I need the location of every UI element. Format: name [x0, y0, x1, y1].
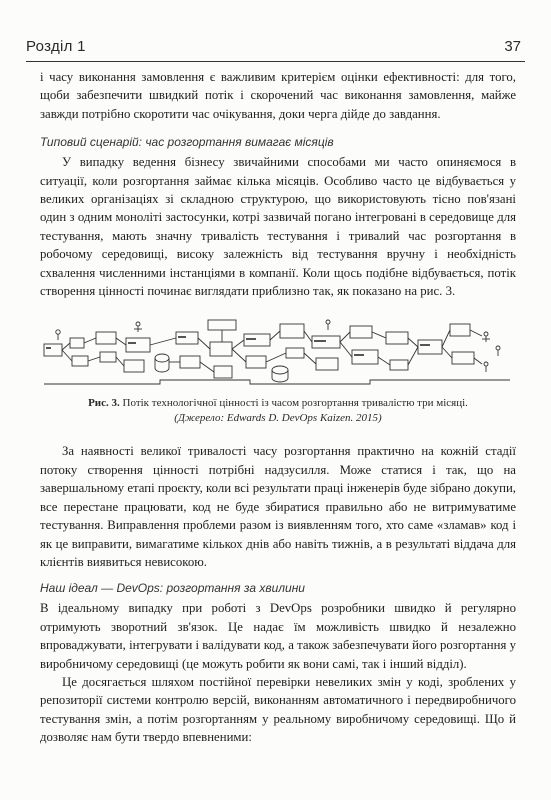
running-head: Розділ 1	[26, 38, 86, 55]
value-stream-diagram	[40, 312, 516, 390]
section-subheading: Типовий сценарій: час розгортання вимагає місяців	[40, 135, 334, 150]
paragraph: За наявності великої тривалості часу розгортання практично на кожній стадії потоку створення цінності потрібні надзусилля. Може статися і так, що на завершальному етапі проєкту, коли всі результати праці інженерів буде зібрано докупи, все перестане працювати, код не буде збиратися правильно або не витримуватиме тестування. Виправлення проблеми разом із виявленням того, хто саме «зламав» код і як це виправити, вимагатиме кількох днів або навіть тижнів, а в результаті віддача для клієнтів виявиться невисокою.	[40, 444, 516, 569]
paragraph: В ідеальному випадку при роботі з DevOps розробники швидко й регулярно отримують зворотний зв'язок. Це надає їм можливість швидко й незалежно впроваджувати, інтегрувати і валідувати код, а також забезпечувати його розгортання у виробничому середовищі (це можуть робити як вони самі, так і інший відділ).	[40, 601, 516, 671]
section-subheading: Наш ідеал — DevOps: розгортання за хвилини	[40, 581, 305, 596]
figure-caption	[40, 396, 516, 411]
figure-caption-label: Рис. 3.	[88, 397, 120, 410]
paragraph: У випадку ведення бізнесу звичайними способами ми часто опиняємося в ситуації, коли розгортання займає кілька місяців. Особливо часто це відбувається у великих організаціях зі складною структурою, що використовують тісно пов'язані один з одним моноліті застосунки, котрі зазвичай погано інтегровані в середовище для тестування, мають значну тривалість тестування і тривалий час розгортання в робочому середовищі, високу залежність від тестування вручну і необхідність схвалення численними інстанціями в компанії. Коли щось подібне відбувається, потік створення цінності починає виглядати приблизно так, як показано на рис. 3.	[40, 155, 516, 299]
paragraph: і часу виконання замовлення є важливим критерієм оцінки ефективності: для того, щоби забезпечити швидкий потік і скорочений час виконання замовлення, майже завжди потрібно скоротити час очікування, доки черга дійде до завдання.	[40, 70, 516, 121]
header-rule	[26, 61, 525, 62]
paragraph: Це досягається шляхом постійної перевірки невеликих змін у коді, зроблених у репозиторії системи контролю версій, виконанням автоматичного і передвиробничого тестування змін, а потім розгортанням у реальному виробничому середовищі. Що й дозволяє нам бути твердо впевненими:	[40, 674, 516, 745]
value-stream-diagram-art	[40, 312, 516, 390]
page-number: 37	[504, 38, 521, 55]
figure-source: (Джерело: Edwards D. DevOps Kaizen. 2015)	[174, 412, 382, 425]
figure-caption-text: Потік технологічної цінності із часом розгортання тривалістю три місяці.	[122, 397, 468, 410]
page-body	[40, 68, 516, 747]
